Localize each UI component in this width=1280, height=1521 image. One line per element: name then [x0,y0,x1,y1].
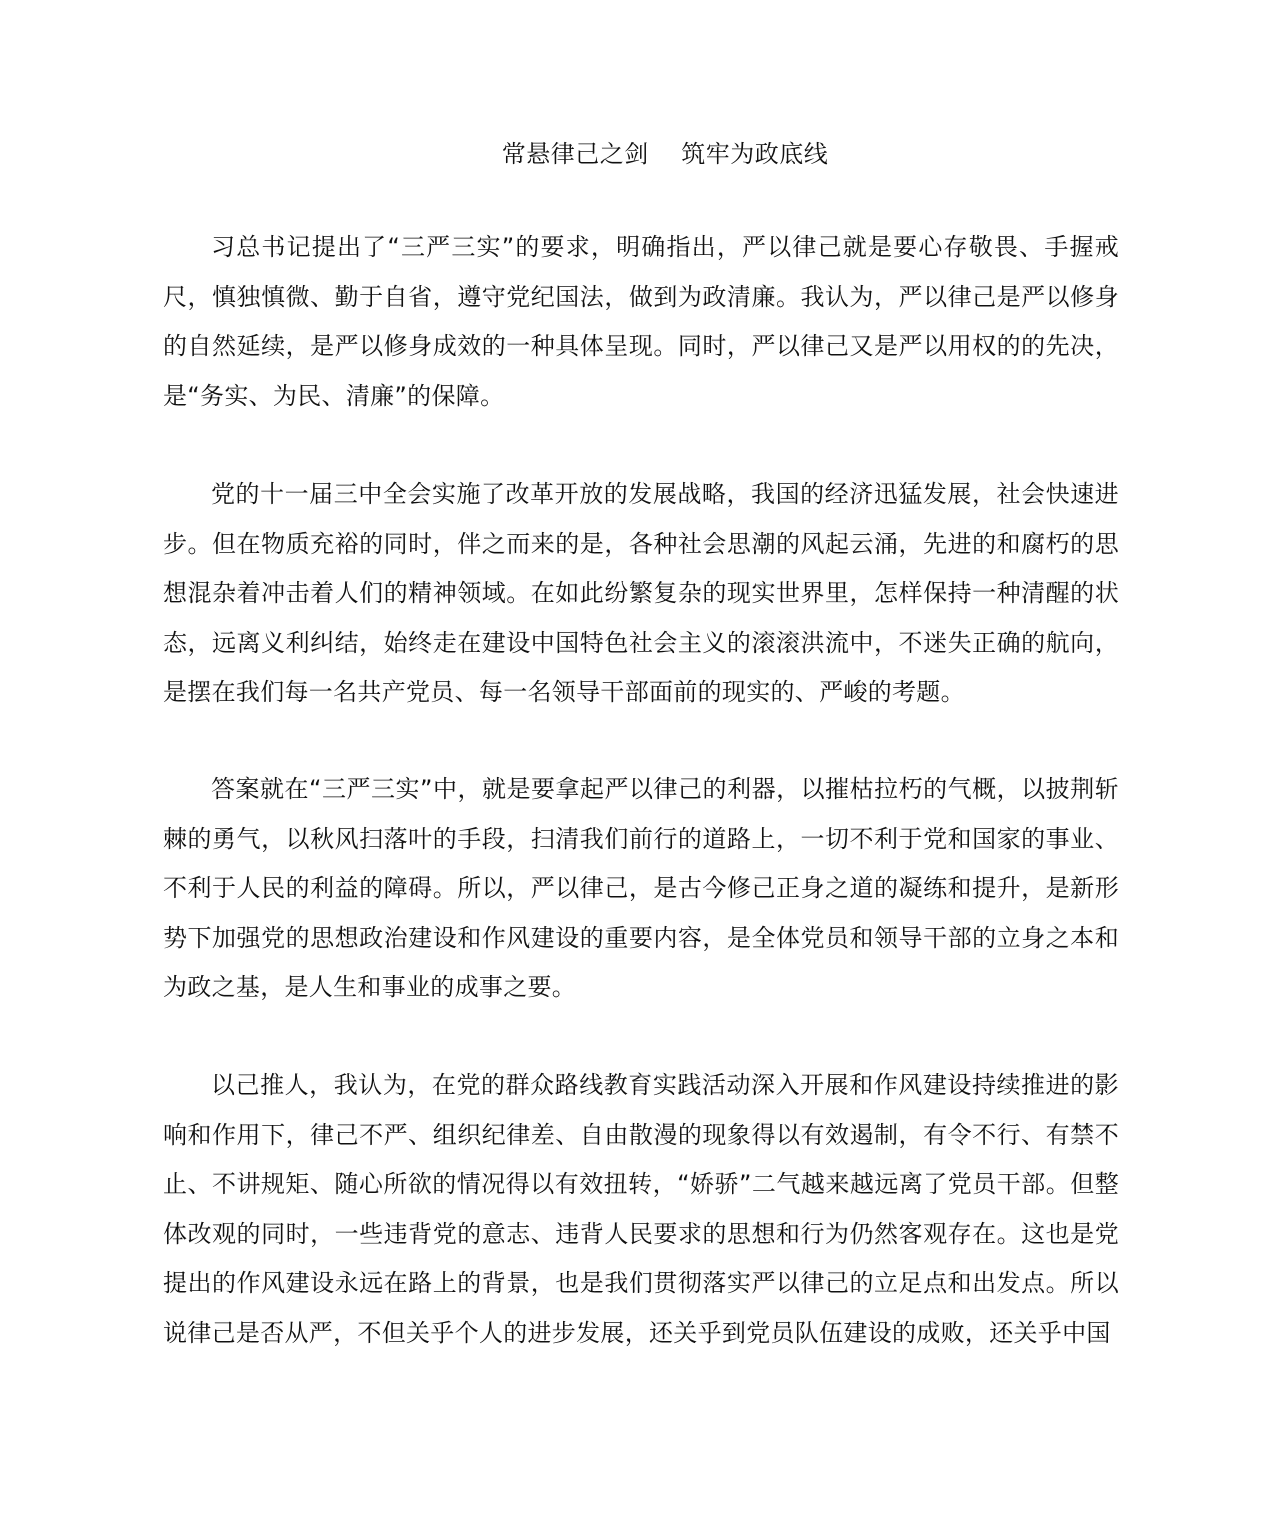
document-title: 常悬律己之剑 筑牢为政底线 [501,140,829,168]
paragraph-4: 以己推人，我认为，在党的群众路线教育实践活动深入开展和作风建设持续推进的影响和作用下，律己不严、组织纪律差、自由散漫的现象得以有效遏制，有令不行、有禁不止、不讲规矩、随心所欲的情况得以有效扭转，“娇骄”二气越来越远离了党员干部。但整体改观的同时，一些违背党的意志、违背人民要求的思想和行为仍然客观存在。这也是党提出的作风建设永远在路上的背景，也是我们贯彻落实严以律己的立足点和出发点。所以说律己是否从严，不但关乎个人的进步发展，还关乎到党员队伍建设的成败，还关乎中国 [163,1071,1119,1347]
paragraph-2: 党的十一届三中全会实施了改革开放的发展战略，我国的经济迅猛发展，社会快速进步。但在物质充裕的同时，伴之而来的是，各种社会思潮的风起云涌，先进的和腐朽的思想混杂着冲击着人们的精神领域。在如此纷繁复杂的现实世界里，怎样保持一种清醒的状态，远离义利纠结，始终走在建设中国特色社会主义的滚滚洪流中，不迷失正确的航向，是摆在我们每一名共产党员、每一名领导干部面前的现实的、严峻的考题。 [163,480,1119,706]
paragraph-3: 答案就在“三严三实”中，就是要拿起严以律己的利器，以摧枯拉朽的气概，以披荆斩棘的勇气，以秋风扫落叶的手段，扫清我们前行的道路上，一切不利于党和国家的事业、不利于人民的利益的障碍。所以，严以律己，是古今修己正身之道的凝练和提升，是新形势下加强党的思想政治建设和作风建设的重要内容，是全体党员和领导干部的立身之本和为政之基，是人生和事业的成事之要。 [163,775,1119,1001]
paragraph-1: 习总书记提出了“三严三实”的要求，明确指出，严以律己就是要心存敬畏、手握戒尺，慎独慎微、勤于自省，遵守党纪国法，做到为政清廉。我认为，严以律己是严以修身的自然延续，是严以修身成效的一种具体呈现。同时，严以律己又是严以用权的的先决，是“务实、为民、清廉”的保障。 [163,233,1119,410]
